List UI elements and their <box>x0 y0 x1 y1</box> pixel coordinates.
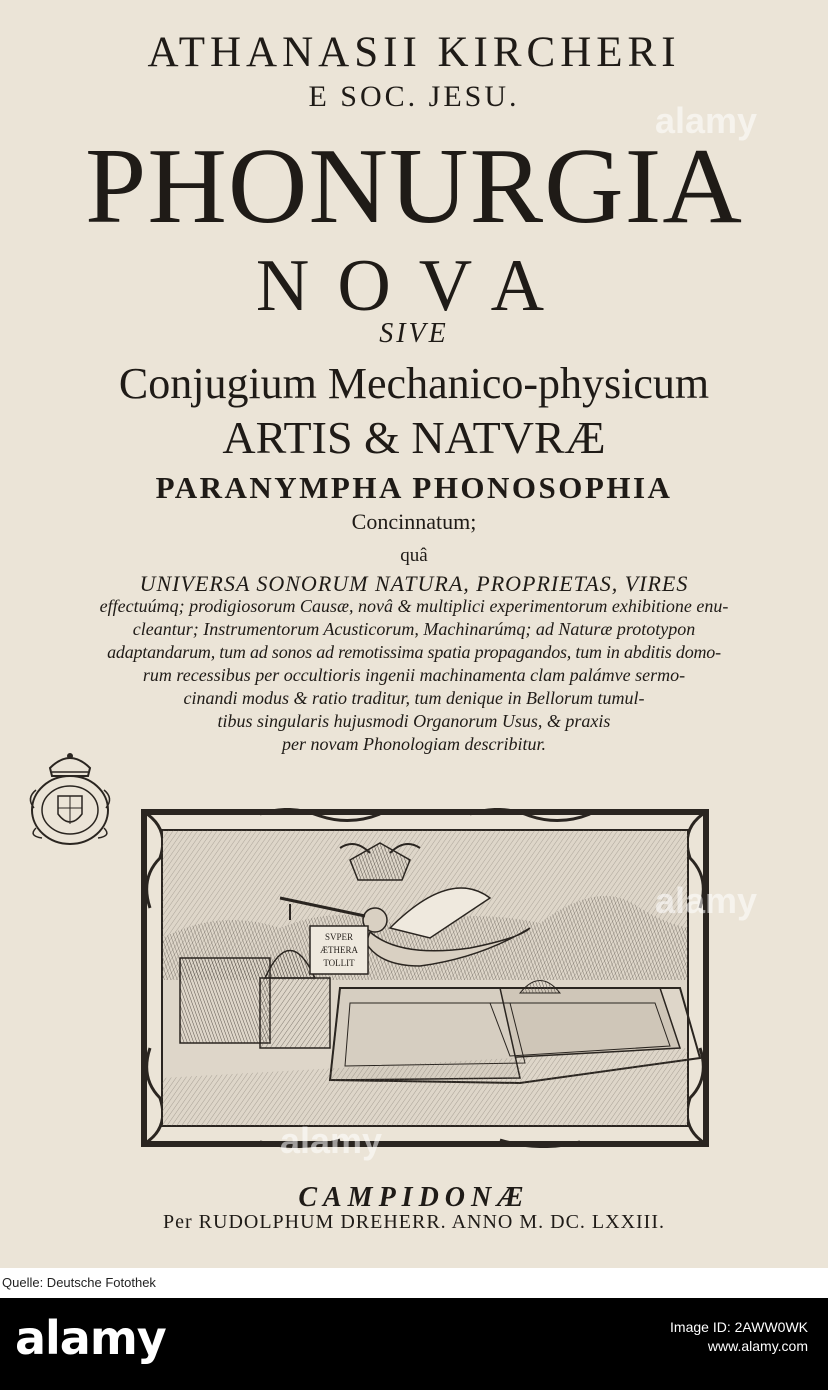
description-line: per novam Phonologiam describitur. <box>282 734 546 754</box>
alamy-logo: alamy <box>15 1311 166 1365</box>
image-id: Image ID: 2AWW0WK <box>670 1319 808 1335</box>
paranympha-line: PARANYMPHA PHONOSOPHIA <box>155 470 673 505</box>
image-id-block <box>670 1318 808 1356</box>
society-line: E SOC. JESU. <box>308 80 520 113</box>
banner-text: SVPER <box>324 932 354 942</box>
place-line: CAMPIDONÆ <box>298 1182 530 1213</box>
banner-text: TOLLIT <box>323 958 355 968</box>
artis-line: ARTIS & NATVRÆ <box>222 412 606 463</box>
description-line: cinandi modus & ratio traditur, tum denique in Bellorum tumul- <box>183 688 645 708</box>
description-line: cleantur; Instrumentorum Acusticorum, Machinarúmq; ad Naturæ prototypon <box>132 619 696 639</box>
description-line: tibus singularis hujusmodi Organorum Usus, & praxis <box>217 711 611 731</box>
description-line: effectuúmq; prodigiosorum Causæ, novâ & multiplici experimentorum exhibitione enu- <box>99 596 729 616</box>
banner-text: ÆTHERA <box>320 945 358 955</box>
watermark: alamy <box>655 100 758 141</box>
description-line: adaptandarum, tum ad sonos ad remotissima spatia propagandos, tum in abditis domo- <box>107 642 721 662</box>
watermark: alamy <box>655 880 758 921</box>
description-line: UNIVERSA SONORUM NATURA, PROPRIETAS, VIRES <box>139 571 689 596</box>
source-credit: Quelle: Deutsche Fotothek <box>2 1275 156 1290</box>
library-stamp-icon <box>20 748 120 848</box>
book-subtitle: NOVA <box>255 245 573 327</box>
description-block <box>0 572 828 756</box>
imprint-line: Per RUDOLPHUM DREHERR. ANNO M. DC. LXXIII. <box>163 1211 665 1233</box>
concinnatum-line: Concinnatum; <box>351 509 477 534</box>
site-url: www.alamy.com <box>707 1338 808 1354</box>
watermark: alamy <box>280 1120 383 1161</box>
conjugium-line: Conjugium Mechanico-physicum <box>118 359 710 408</box>
qua-line: quâ <box>400 545 428 566</box>
book-title: PHONURGIA <box>85 127 743 246</box>
engraving-illustration <box>140 808 710 1148</box>
sive-line: SIVE <box>379 318 449 349</box>
description-line: rum recessibus per occultioris ingenii machinamenta clam palámve sermo- <box>142 665 686 685</box>
author-line: ATHANASII KIRCHERI <box>147 29 681 76</box>
